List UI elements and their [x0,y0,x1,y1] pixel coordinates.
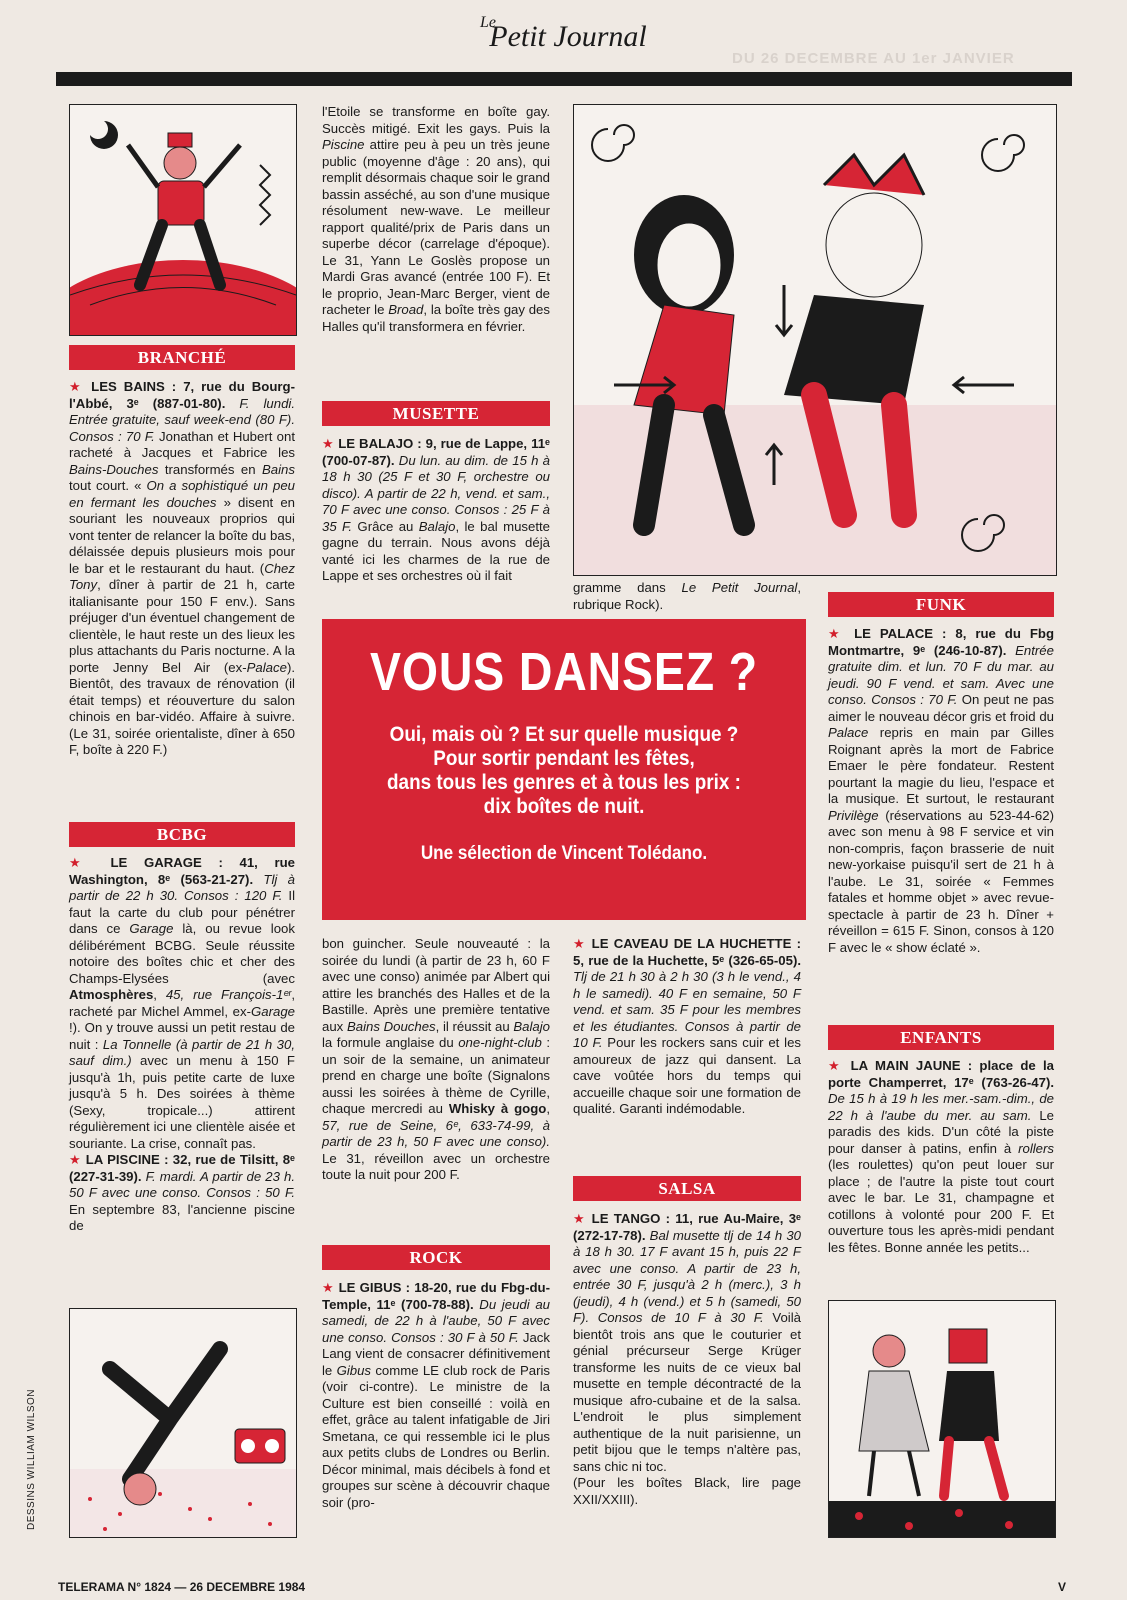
footer-page-number: V [1058,1580,1067,1594]
ghost-date-header: DU 26 DECEMBRE AU 1er JANVIER [732,50,1015,67]
article-column-1b: ★ LE GARAGE : 41, rue Washington, 8ᵉ (563-21-27). Tlj à partir de 22 h 30. Consos : 120 F. Il faut la carte du club pour pénétrer dans ce Garage là, ou revue look délibérément BCBG. Seule réussite notoire des boîtes chic et cher des Champs-Elysées (avec Atmosphères, 45, rue François-1ᵉʳ, racheté par Michel Ammel, ex-Garage !). On y trouve aussi un petit restau de nuit : La Tonnelle (à partir de 21 h 30, sauf dim.) avec un menu à 150 F jusqu'à 1h, puis petite carte de luxe jusqu'à 5 h. Des soirées à thème (Sexy, tropicale...) attirent régulièrement ici une clientèle aisée et souriante. La crise, connaît pas. ★ LA PISCINE : 32, rue de Tilsitt, 8ᵉ (227-31-39). F. mardi. A partir de 23 h. 50 F avec une conso. Consos : 50 F. En septembre 83, l'ancienne piscine de [69,855,296,1233]
article-column-2c: bon guincher. Seule nouveauté : la soirée du lundi (à partir de 23 h, 60 F avec une conso) animée par Albert qui attire les branchés des Halles et de la Bastille. Après une première tentative aux Bains Douches, il réussit au Balajo la formule anglaise du one-night-club : un soir de la semaine, un animateur prend en charge une boîte (Signalons aussi les soirées à thème de Cyrille, chaque mercredi au Whisky à gogo, 57, rue de Seine, 6ᵉ, 633-74-99, à partir de 23 h, 50 F avec une conso). Le 31, réveillon avec un orchestre toute la nuit pour 200 F. [322,936,551,1182]
couple-dancing-drawing [829,1301,1055,1537]
illustration-credit: DESSINS WILLIAM WILSON [26,1388,37,1530]
masthead-le: Le [480,14,496,31]
article-column-1: ★ LES BAINS : 7, rue du Bourg-l'Abbé, 3ᵉ (887-01-80). F. lundi. Entrée gratuite, sauf week-end (80 F). Consos : 70 F. Jonathan et Hubert ont racheté à Jacques et Fabrice les Bains-Douches transformés en Bains tout court. « On a sophistiqué un peu en fermant les douches » disent en souriant les nouveaux proprios qui vont tenter de relancer la boîte du bas, délaissée depuis plusieurs mois pour le bar et le restaurant du haut. (Chez Tony, dîner à partir de 21 h, carte italianisante pour 150 F env.). Sans préjuger d'un éventuel changement de clientèle, le haut reste un des lieux les plus attachants du Paris nocturne. A la porte Jenny Bel Air (ex-Palace). Bientôt, des travaux de rénovation (il était temps) et réouverture du salon chinois en bar-vidéo. Affaire à suivre. (Le 31, soirée orientaliste, dîner à 650 F, boîte à 220 F.) [69,379,296,757]
article-column-4: ★ LE PALACE : 8, rue du Fbg Montmartre, 9ᵉ (246-10-87). Entrée gratuite dim. et lun. 70 F du mar. au jeudi. 90 F vend. et sam. Avec une conso. Consos : 70 F. On peut ne pas aimer le nouveau décor gris et froid du Palace repris en main par Gilles Roignant après la mort de Fabrice Emaer le père fondateur. Restent pourtant la magie du lieu, l'espace et la musique. Et surtout, le restaurant Privilège (réservations au 523-44-62) avec son menu à 98 F service et vin non-compris, façon brasserie de nuit new-yorkaise puisqu'il sert de 21 h à l'aube. Le 31, soirée « Femmes fatales et homme objet » avec revue-spectacle à partir de 23 h. Dîner + réveillon = 615 F. Sinon, consos à 120 F avec le « show éclaté ». [828,626,1055,955]
feature-subtitle-line-1: Oui, mais où ? Et sur quelle musique ? [389,723,739,746]
article-column-3b: ★ LE TANGO : 11, rue Au-Maire, 3ᵉ (272-17-78). Bal musette tlj de 14 h 30 à 18 h 30. 17 F avant 15 h, puis 22 F avec une conso. A partir de 23 h, entrée 30 F, jusqu'à 2 h (merc.), 3 h (jeudi), 4 h (vend.) et 5 h (samedi, 50 F). Consos de 10 F à 30 F. Voilà bientôt trois ans que le couturier et génial précurseur Serge Krüger transforme les nuits de ce vieux bal musette en temple décontracté de la musique afro-cubaine et de la salsa. L'endroit le plus simplement authentique de la nuit parisienne, un petit bijou que le temps n'altère pas, sans chic ni toc. (Pour les boîtes Black, lire page XXII/XXIII). [573,1211,801,1507]
article-column-2d: ★ LE GIBUS : 18-20, rue du Fbg-du-Temple, 11ᵉ (700-78-88). Du jeudi au samedi, de 22 h à l'aube, 50 F avec une conso. Consos : 30 F à 50 F. Jack Lang vient de consacrer définitivement le Gibus comme LE club rock de Paris (voir ci-contre). Le ministre de la Culture est bien conseillé : voilà en effet, grâce au talent infatigable de Jiri Smetana, ce qui ressemble ici le plus aux petits clubs de Londres ou Berlin. Décor minimal, mais décibels à fond et groupes sur scène à découvrir chaque soir (pro- [322,1280,551,1510]
couple-dancing-illustration [828,1300,1056,1538]
feature-byline: Une sélection de Vincent Tolédano. [420,843,708,864]
feature-subtitle-line-3: dans tous les genres et à tous les prix : [387,771,741,794]
section-header-bcbg: BCBG [69,822,295,847]
dancer-on-record-illustration [69,104,297,336]
footer-issue: TELERAMA N° 1824 — 26 DECEMBRE 1984 [58,1580,306,1594]
masthead-logo [478,12,658,62]
breakdancer-illustration [69,1308,297,1538]
article-column-4b: ★ LA MAIN JAUNE : place de la porte Champerret, 17ᵉ (763-26-47). De 15 h à 19 h les mer.-sam.-dim., de 22 h à l'aube du mer. au sam. Le paradis des kids. D'un côté la piste pour danser à patins, enfin à rollers (les roulettes) qu'on peut louer sur place ; de l'autre la piste tout court avec le bar. Le 31, champagne et cotillons à volonté pour 200 F. Et ouverture tous les après-midi pendant les fêtes. Bonne année les petits... [828,1058,1054,1255]
section-header-branche: BRANCHÉ [69,345,295,370]
feature-title: VOUS DANSEZ ? [370,642,758,702]
feature-title-box [322,619,806,920]
feature-subtitle-line-4: dix boîtes de nuit. [483,795,645,818]
section-header-musette: MUSETTE [322,401,550,426]
section-header-enfants: ENFANTS [828,1025,1054,1050]
breakdancer-drawing [70,1309,296,1537]
feature-subtitle [346,723,782,819]
article-column-2b: ★ LE BALAJO : 9, rue de Lappe, 11ᵉ (700-07-87). Du lun. au dim. de 15 h à 18 h 30 (25 F et 30 F, orchestre ou disco). A partir de 22 h, vend. et sam., 70 F avec une conso. Consos : 25 F à 35 F. Grâce au Balajo, le bal musette gagne du terrain. Nous avons déjà vanté ici les charmes de la rue de Lappe et ses orchestres où il fait [322,436,550,583]
section-header-salsa: SALSA [573,1176,801,1201]
masthead-title: Petit Journal [489,20,647,53]
article-column-2: l'Etoile se transforme en boîte gay. Succès mitigé. Exit les gays. Puis la Piscine attire peu à peu un très jeune public (moyenne d'âge : 20 ans), qui remplit désormais chaque soir le grand bassin asséché, au son d'une musique résolument new-wave. Le meilleur rapport qualité/prix de Paris dans un superbe décor (carrelage d'époque). Le 31, Yann Le Goslès propose un Mardi Gras avancé (entrée 100 F). Et le proprio, Jean-Marc Berger, vient de racheter le Broad, la boîte très gay des Halles qu'il transformera en février. [322,104,550,334]
dancer-on-record-drawing [70,105,296,335]
two-dancers-drawing [574,105,1056,575]
section-header-funk: FUNK [828,592,1054,617]
article-column-3-top: gramme dans Le Petit Journal, rubrique Rock). [573,580,802,612]
feature-subtitle-line-2: Pour sortir pendant les fêtes, [433,747,695,770]
two-dancers-illustration [573,104,1057,576]
top-rule [56,72,1072,86]
article-column-3: ★ LE CAVEAU DE LA HUCHETTE : 5, rue de la Huchette, 5ᵉ (326-65-05). Tlj de 21 h 30 à 2 h 30 (3 h le vend., 4 h le samedi). 40 F en semaine, 50 F vend. et sam. 35 F pour les membres et les étudiantes. Consos à partir de 10 F. Pour les rockers sans cuir et les amoureux de jazz qui dansent. La cave voûtée hors du temps qui accueille chaque soir une formation de qualité. Garanti indémodable. [573,936,801,1116]
section-header-rock: ROCK [322,1245,550,1270]
